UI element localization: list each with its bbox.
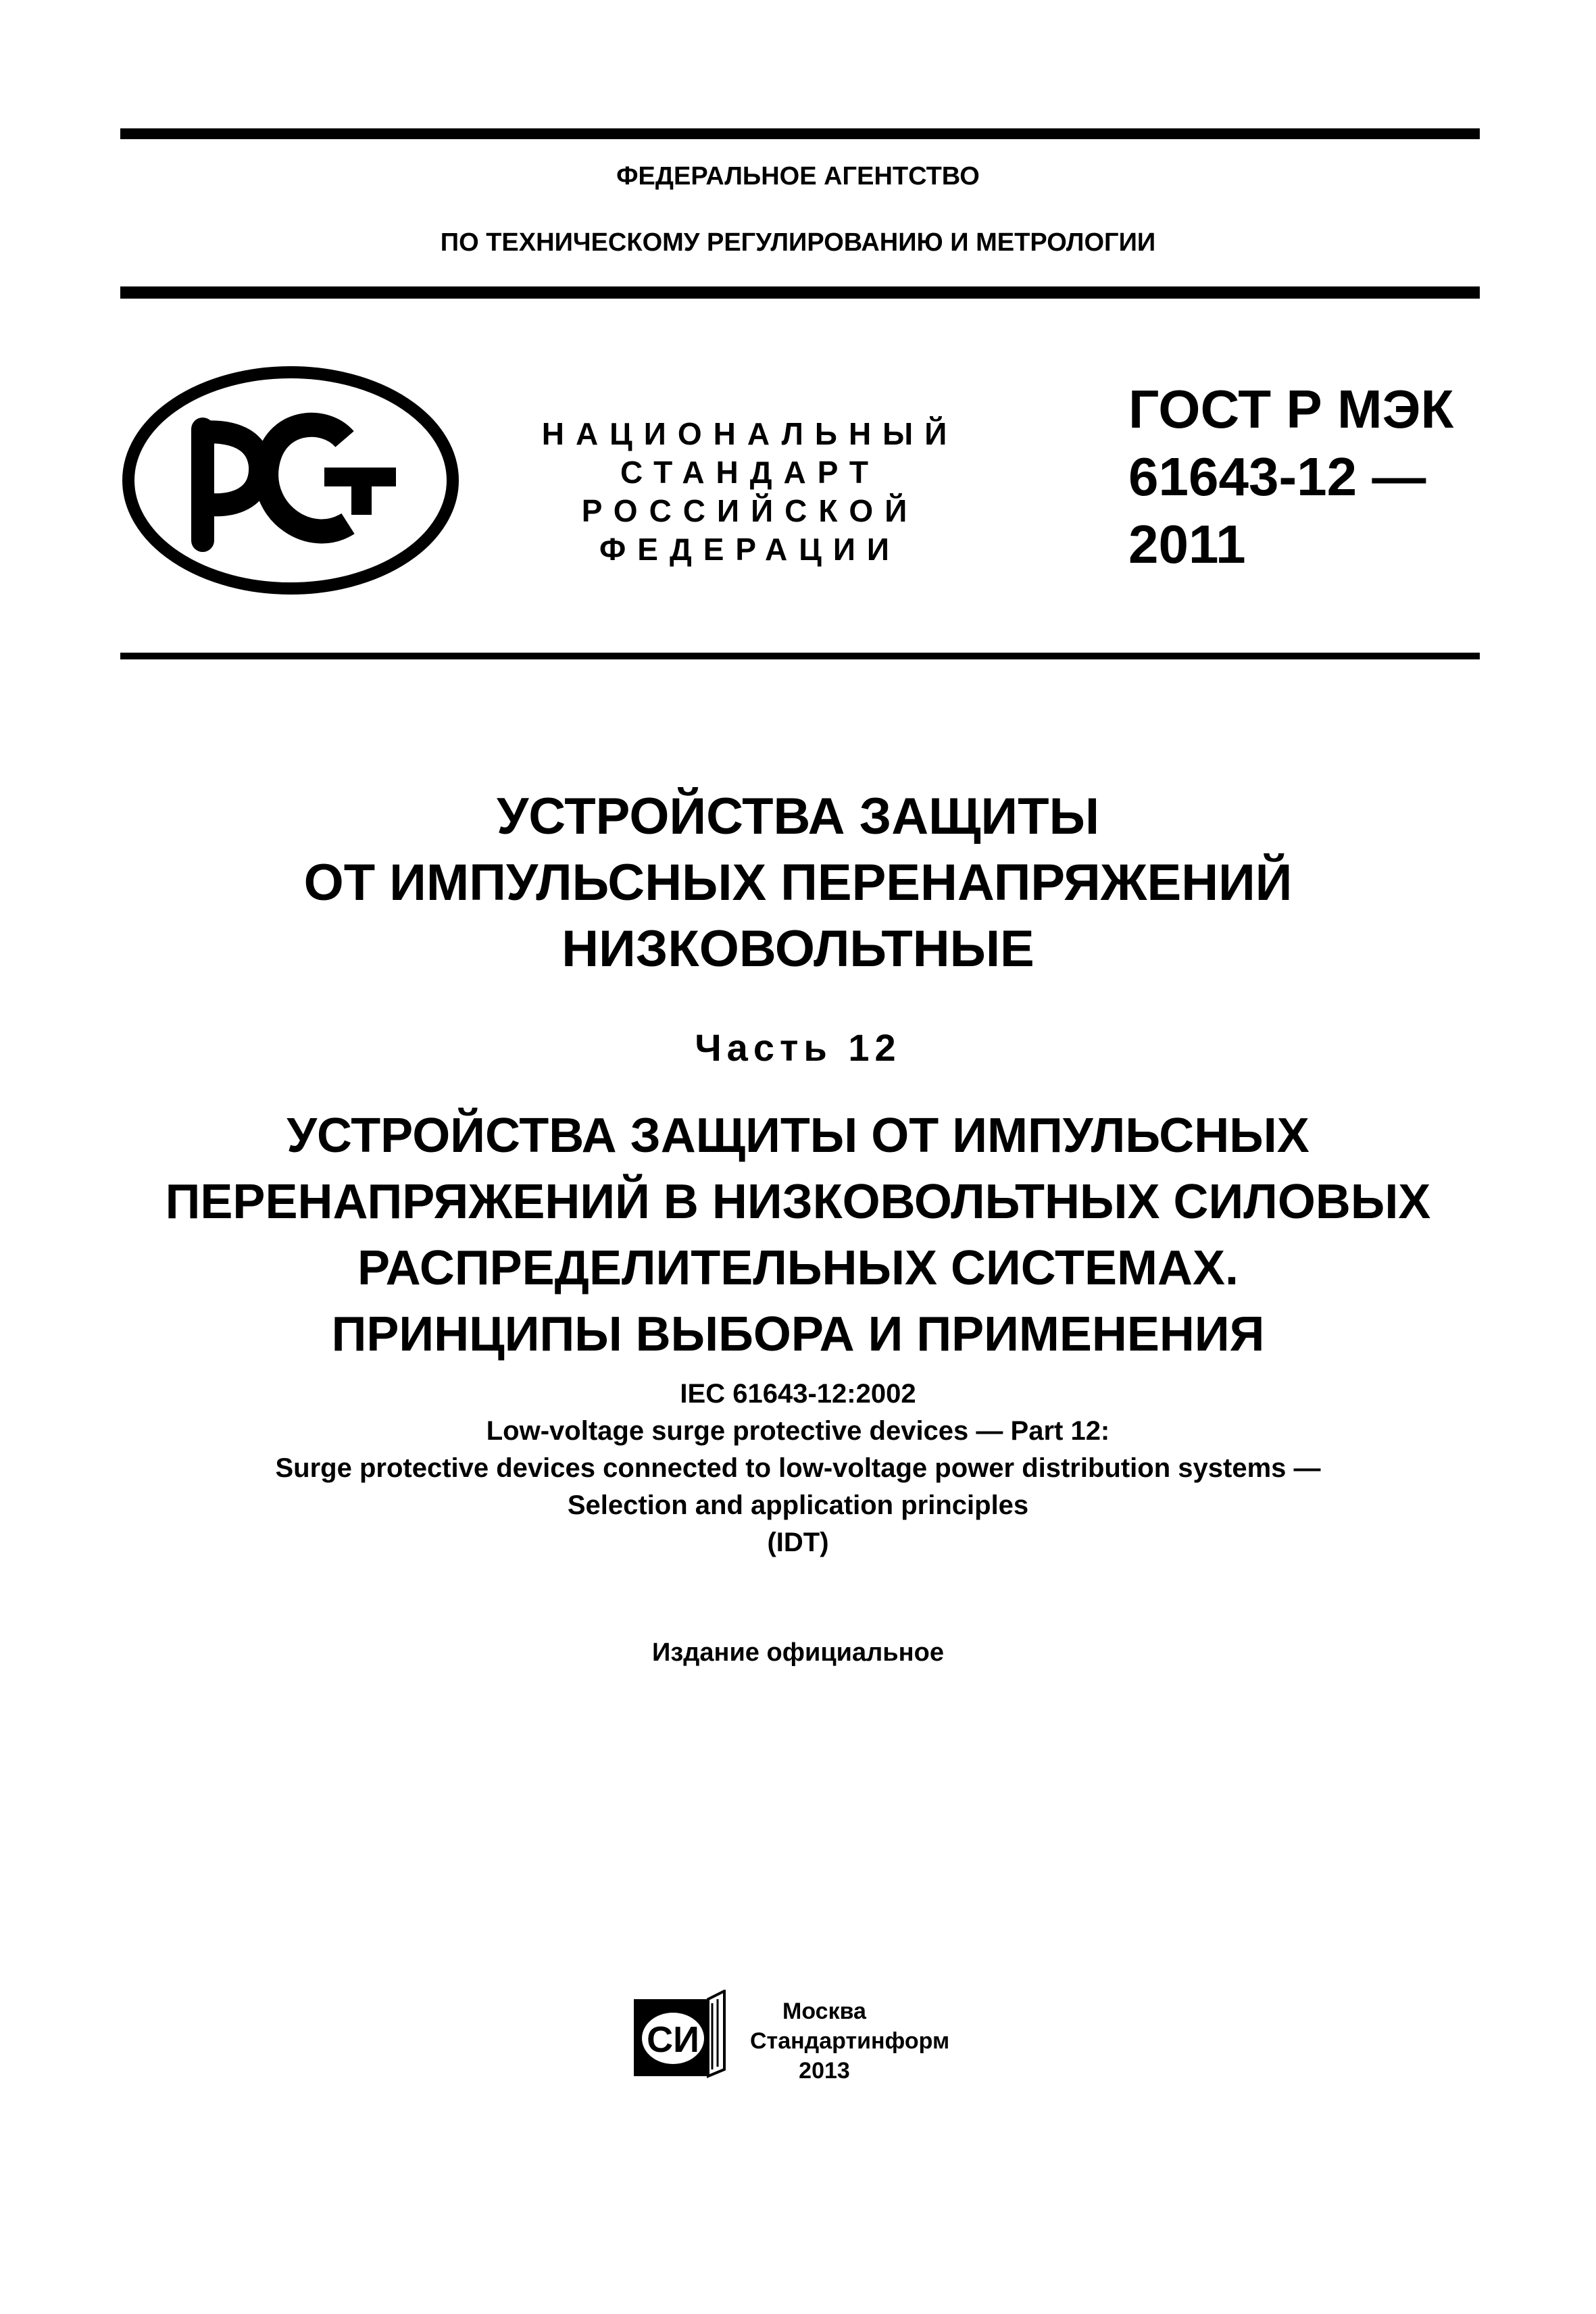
official-edition: Издание официальное — [652, 1638, 944, 1667]
agency-line-1: ФЕДЕРАЛЬНОЕ АГЕНТСТВО — [616, 162, 980, 191]
logo-text: РСТ — [122, 365, 123, 366]
designation-line-2: 61643-12 — — [1128, 447, 1426, 507]
title-line-1: УСТРОЙСТВА ЗАЩИТЫ — [496, 788, 1100, 845]
publisher-year: 2013 — [799, 2058, 850, 2084]
english-line-2: Low-voltage surge protective devices — Part 12: — [486, 1416, 1110, 1446]
agency-line-2: ПО ТЕХНИЧЕСКОМУ РЕГУЛИРОВАНИЮ И МЕТРОЛОГИИ — [440, 228, 1156, 257]
top-rule — [120, 128, 1480, 139]
designation-line-1: ГОСТ Р МЭК — [1128, 379, 1454, 439]
national-line-3: РОССИЙСКОЙ — [581, 493, 919, 528]
standard-designation — [1128, 376, 1507, 578]
subtitle-line-1: УСТРОЙСТВА ЗАЩИТЫ ОТ ИМПУЛЬСНЫХ — [286, 1109, 1310, 1163]
english-line-3: Surge protective devices connected to low-voltage power distribution systems — — [275, 1453, 1321, 1483]
english-line-4: Selection and application principles — [567, 1490, 1029, 1520]
subtitle-line-3: РАСПРЕДЕЛИТЕЛЬНЫХ СИСТЕМАХ. — [357, 1241, 1239, 1295]
english-title — [0, 1376, 1596, 1561]
english-line-1: IEC 61643-12:2002 — [680, 1379, 916, 1409]
publisher-logo-text: СИ — [647, 2019, 699, 2060]
subtitle-line-4: ПРИНЦИПЫ ВЫБОРА И ПРИМЕНЕНИЯ — [331, 1307, 1265, 1361]
publisher-city: Москва — [782, 1998, 866, 2024]
title-line-2: ОТ ИМПУЛЬСНЫХ ПЕРЕНАПРЯЖЕНИЙ — [303, 854, 1293, 911]
national-line-1: НАЦИОНАЛЬНЫЙ — [541, 416, 959, 451]
national-standard-block — [514, 415, 987, 569]
english-line-5: (IDT) — [767, 1528, 829, 1557]
title-line-3: НИЗКОВОЛЬТНЫЕ — [562, 920, 1034, 978]
national-line-2: СТАНДАРТ — [620, 455, 880, 490]
publisher-block — [750, 1996, 950, 2086]
document-subtitle — [0, 1103, 1596, 1367]
agency-bottom-rule — [120, 286, 1480, 299]
document-title — [0, 784, 1596, 982]
subtitle-line-2: ПЕРЕНАПРЯЖЕНИЙ В НИЗКОВОЛЬТНЫХ СИЛОВЫХ — [165, 1175, 1431, 1229]
header-bottom-rule — [120, 653, 1480, 659]
designation-line-3: 2011 — [1128, 514, 1246, 574]
publisher-name: Стандартинформ — [750, 2028, 950, 2054]
part-number: Часть 12 — [695, 1026, 901, 1069]
rst-logo-icon — [122, 365, 459, 596]
national-line-4: ФЕДЕРАЦИИ — [599, 532, 901, 567]
standartinform-logo-icon — [632, 1990, 726, 2083]
